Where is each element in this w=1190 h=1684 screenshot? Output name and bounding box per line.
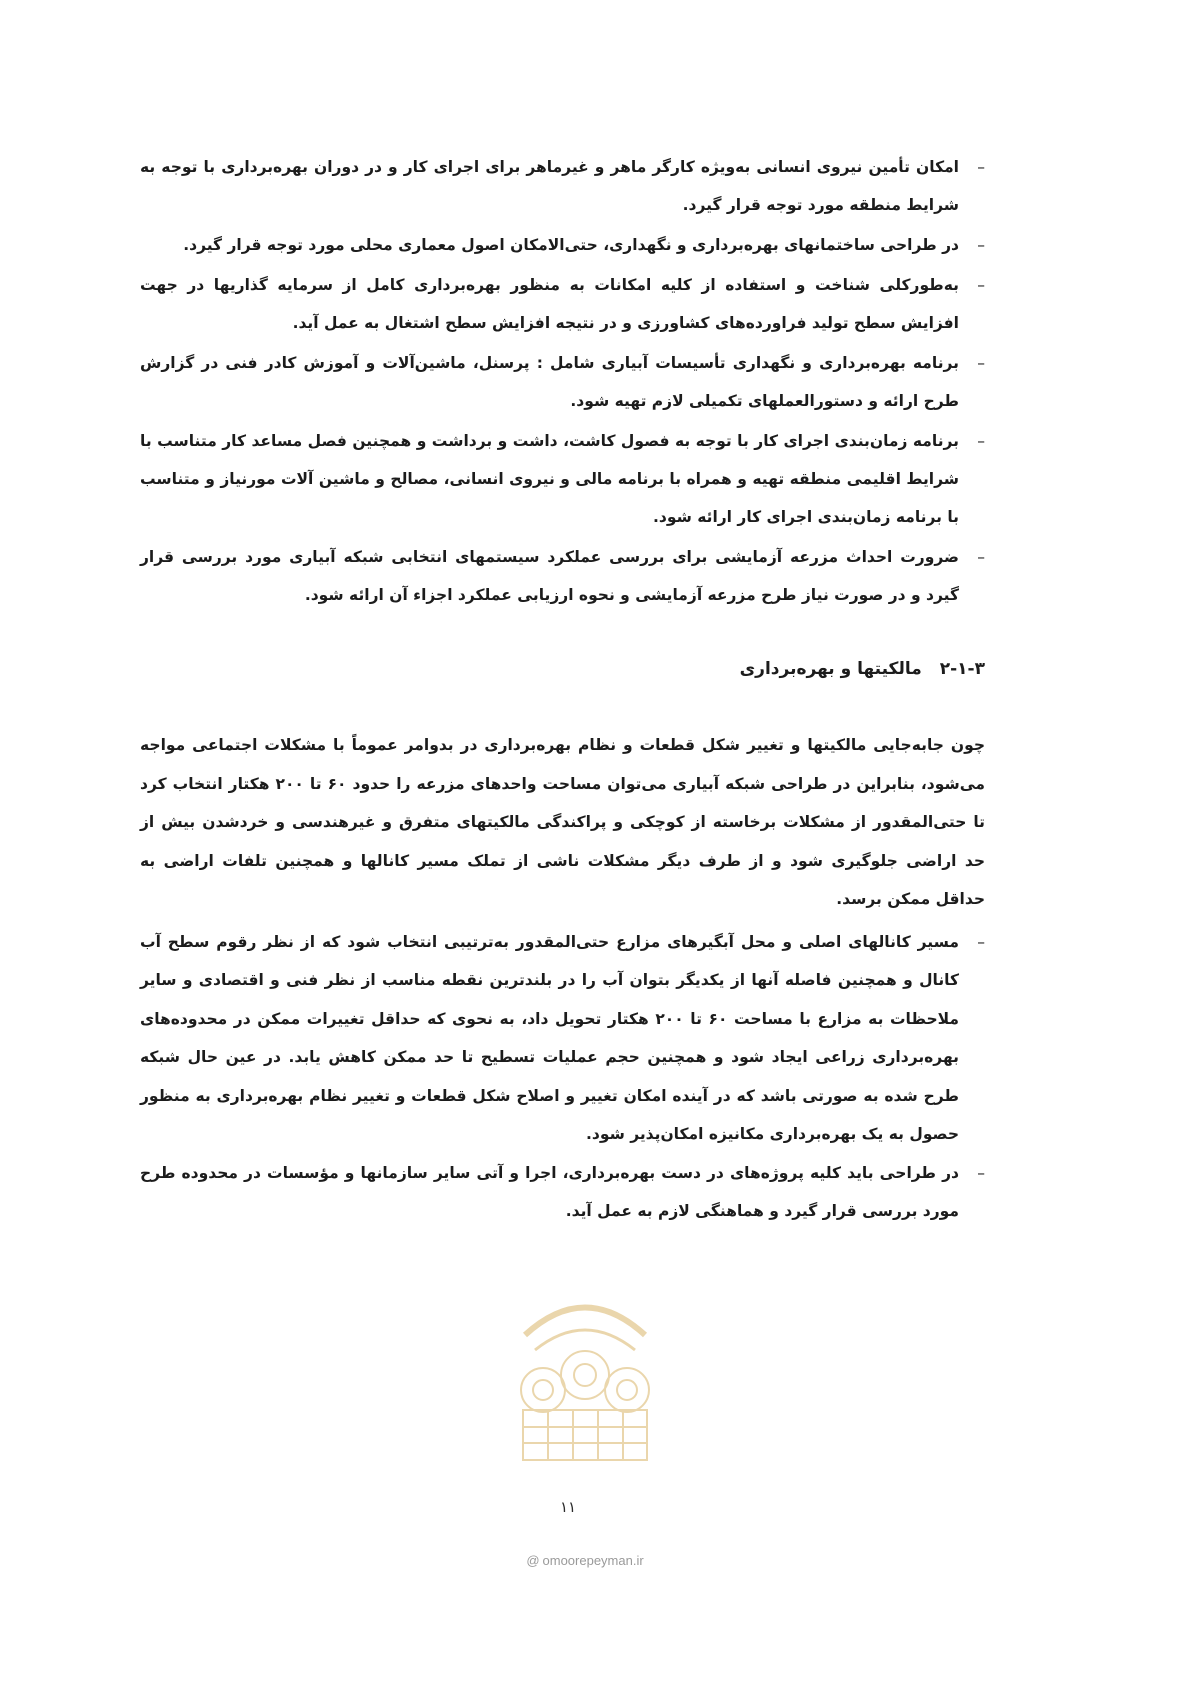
watermark-seal-icon	[505, 1275, 665, 1465]
list-item	[140, 148, 985, 224]
page-number: ۱۱	[559, 1498, 577, 1516]
at-icon: @	[526, 1553, 540, 1568]
requirements-list-b	[140, 923, 985, 1231]
bullet-dash: –	[977, 276, 985, 294]
bullet-dash: –	[977, 548, 985, 566]
list-item	[140, 538, 985, 614]
list-item	[140, 923, 985, 1154]
bullet-dash: –	[977, 432, 985, 450]
list-item	[140, 422, 985, 536]
requirements-list-a	[140, 148, 985, 614]
list-item-text: برنامه زمان‌بندی اجرای کار با توجه به فصول کاشت، داشت و برداشت و همچنین فصل مساعد کار متناسب با شرایط اقلیمی منطقه تهیه و همراه با برنامه مالی و نیروی انسانی، مصالح و ماشین آلات مورنیاز و متناسب با برنامه زمان‌بندی اجرای کار ارائه شود.	[140, 432, 959, 526]
body-paragraph: چون جابه‌جایی مالکیتها و تغییر شکل قطعات و نظام بهره‌برداری در بدوامر عموماً با مشکلات اجتماعی مواجه می‌شود، بنابراین در طراحی شبکه آبیاری می‌توان مساحت واحدهای مزرعه را حدود ۶۰ تا ۲۰۰ هکتار انتخاب کرد تا حتی‌المقدور از مشکلات برخاسته از کوچکی و پراکندگی مالکیتهای متفرق و غیرهندسی و خردشدن بیش از حد اراضی جلوگیری شود و از طرف دیگر مشکلات ناشی از تملک مسیر کانالها و همچنین تلفات اراضی به حداقل ممکن برسد.	[140, 736, 985, 908]
bullet-dash: –	[977, 1163, 985, 1182]
site-watermark-text: omoorepeyman.ir	[542, 1553, 644, 1568]
list-item	[140, 226, 985, 264]
page-content	[140, 148, 985, 1231]
list-item	[140, 1154, 985, 1231]
list-item-text: به‌طورکلی شناخت و استفاده از کلیه امکانات به منظور بهره‌برداری کامل از سرمایه گذاریها در جهت افزایش سطح تولید فراورده‌های کشاورزی و در نتیجه افزایش سطح اشتغال به عمل آید.	[140, 276, 959, 332]
list-item-text: امکان تأمین نیروی انسانی به‌ویژه کارگر ماهر و غیرماهر برای اجرای کار و در دوران بهره‌برداری با توجه به شرایط منطقه مورد توجه قرار گیرد.	[140, 158, 959, 214]
bullet-dash: –	[977, 236, 985, 254]
list-item-text: ضرورت احداث مزرعه آزمایشی برای بررسی عملکرد سیستمهای انتخابی شبکه آبیاری مورد بررسی قرار گیرد و در صورت نیاز طرح مزرعه آزمایشی و نحوه ارزیابی عملکرد اجزاء آن ارائه شود.	[140, 548, 959, 604]
list-item	[140, 266, 985, 342]
bullet-dash: –	[977, 354, 985, 372]
list-item-text: مسیر کانالهای اصلی و محل آبگیرهای مزارع حتی‌المقدور به‌ترتیبی انتخاب شود که از نظر رقوم سطح آب کانال و همچنین فاصله آنها از یکدیگر بتوان آب را در بلندترین نقطه مناسب از نظر فنی و اقتصادی و سایر ملاحظات به مزارع با مساحت ۶۰ تا ۲۰۰ هکتار تحویل داد، به نحوی که حداقل تغییرات ممکن در محدوده‌های بهره‌برداری زراعی ایجاد شود و همچنین حجم عملیات تسطیح تا حد ممکن کاهش یابد. در عین حال شبکه طرح شده به صورتی باشد که در آینده امکان تغییر و اصلاح شکل قطعات و تغییر نظام بهره‌برداری به منظور حصول به یک بهره‌برداری مکانیزه امکان‌پذیر شود.	[140, 932, 959, 1143]
site-watermark	[495, 1553, 675, 1568]
bullet-dash: –	[977, 932, 985, 951]
list-item-text: برنامه بهره‌برداری و نگهداری تأسیسات آبیاری شامل : پرسنل، ماشین‌آلات و آموزش کادر فنی در گزارش طرح ارائه و دستورالعملهای تکمیلی لازم تهیه شود.	[140, 354, 959, 410]
list-item	[140, 344, 985, 420]
list-item-text: در طراحی ساختمانهای بهره‌برداری و نگهداری، حتی‌الامکان اصول معماری محلی مورد توجه قرار گیرد.	[183, 236, 959, 254]
section-heading	[140, 652, 985, 686]
section-title: مالکیتها و بهره‌برداری	[739, 659, 922, 679]
bullet-dash: –	[977, 158, 985, 176]
list-item-text: در طراحی باید کلیه پروژه‌های در دست بهره‌برداری، اجرا و آتی سایر سازمانها و مؤسسات در محدوده طرح مورد بررسی قرار گیرد و هماهنگی لازم به عمل آید.	[140, 1163, 959, 1220]
section-number: ۲-۱-۳	[939, 659, 985, 679]
